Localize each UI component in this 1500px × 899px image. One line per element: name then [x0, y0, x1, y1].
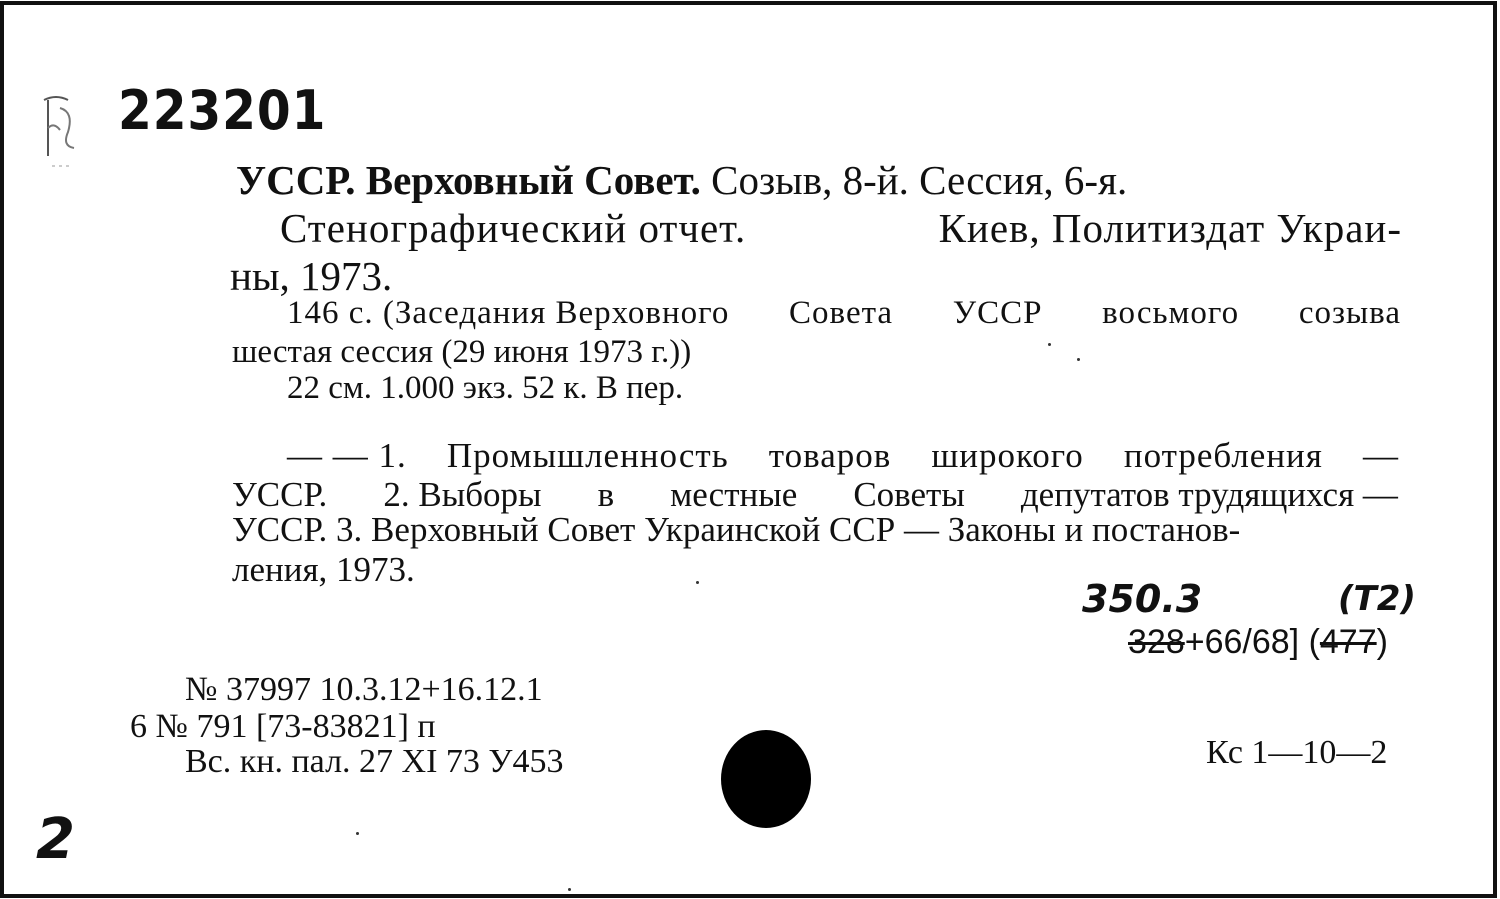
- library-stamp-mark: [40, 86, 100, 176]
- heading-author: УССР. Верховный Совет.: [236, 157, 701, 203]
- classification-code: [1128, 625, 1388, 659]
- handwritten-note: (Т2): [1338, 579, 1416, 619]
- subject-word: — — 1.: [287, 436, 407, 475]
- subject-line-4: ления, 1973.: [232, 550, 415, 589]
- subject-word: потребления: [1123, 436, 1323, 475]
- book-chamber-line: Вс. кн. пал. 27 XI 73 У453: [185, 743, 564, 780]
- handwritten-corner-mark: 2: [36, 807, 75, 872]
- subject-text: УССР. 3. Верховный Совет Украинской ССР — Законы и постанов-: [232, 510, 1241, 549]
- subject-word: депутатов трудящихся —: [1020, 475, 1398, 514]
- punch-hole: [721, 730, 811, 828]
- subject-word: УССР.: [232, 475, 328, 514]
- title-continuation: ны, 1973.: [230, 253, 393, 299]
- inventory-stamp-number: 223201: [118, 79, 327, 142]
- main-heading: [236, 157, 1128, 203]
- kc-code: Кс 1—10—2: [1206, 734, 1388, 771]
- subject-line-2: [232, 477, 1398, 512]
- subject-word: товаров: [768, 436, 892, 475]
- subject-word: Советы: [853, 475, 965, 514]
- collation-word: УССР: [952, 295, 1043, 331]
- struck-code: 328: [1128, 623, 1185, 661]
- subject-word: Промышленность: [446, 436, 729, 475]
- subject-word: —: [1362, 436, 1399, 475]
- publisher-text: Киев, Политиздат Украи-: [938, 205, 1402, 251]
- code-close: ): [1376, 623, 1388, 661]
- title-line: [280, 205, 1402, 251]
- speck: [356, 832, 359, 835]
- print-number: 6 № 791 [73-83821] п: [130, 708, 436, 745]
- speck: [696, 581, 699, 584]
- subject-line-1: [287, 438, 1399, 473]
- speck: [1077, 358, 1080, 361]
- collation-word: Совета: [789, 295, 894, 331]
- collation-word: восьмого: [1102, 295, 1240, 331]
- catalog-number: № 37997 10.3.12+16.12.1: [185, 671, 543, 708]
- collation-line-1: [287, 297, 1401, 330]
- speck: [568, 888, 571, 891]
- collation-line-3: 22 см. 1.000 экз. 52 к. В пер.: [287, 370, 684, 406]
- handwritten-classification: 350.3: [1082, 577, 1203, 621]
- collation-line-2: шестая сессия (29 июня 1973 г.)): [232, 334, 692, 370]
- subject-word: в: [597, 475, 615, 514]
- collation-word: 146 с. (Заседания Верховного: [287, 295, 730, 331]
- speck: [1048, 343, 1051, 346]
- struck-paren-code: 477: [1319, 623, 1377, 661]
- subject-word: местные: [670, 475, 798, 514]
- heading-rest: Созыв, 8-й. Сессия, 6-я.: [700, 157, 1128, 203]
- collation-word: созыва: [1298, 295, 1401, 331]
- subject-word: широкого: [931, 436, 1084, 475]
- title-text: Стенографический отчет.: [280, 205, 747, 251]
- subject-line-3: [232, 512, 1398, 547]
- code-text: +66/68] (: [1184, 623, 1320, 661]
- subject-word: 2. Выборы: [383, 475, 542, 514]
